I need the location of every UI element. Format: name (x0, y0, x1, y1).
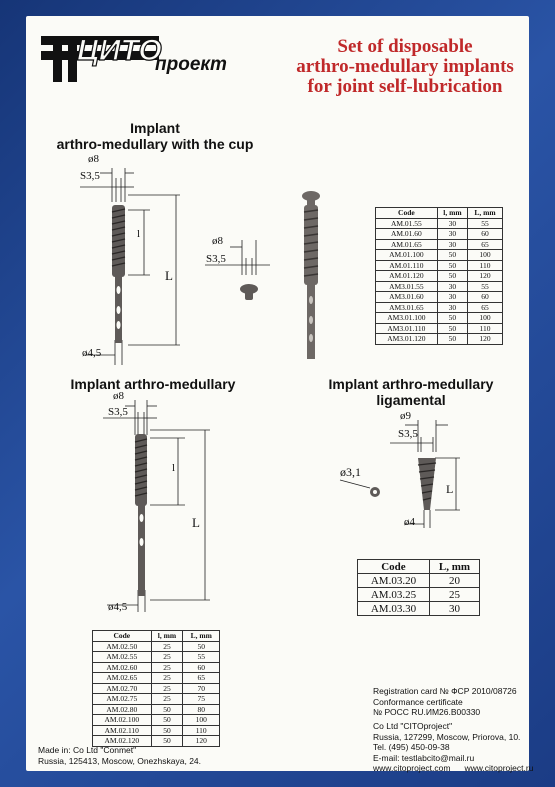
table-cell: 25 (429, 588, 479, 602)
reg-line2: Conformance certificate (373, 696, 463, 707)
made-in-line1: Made in: Co Ltd "Conmet" (38, 745, 137, 755)
table-cell: 30 (437, 229, 467, 240)
table-cell: 50 (437, 250, 467, 261)
implant-arthro-medullary-drawing (75, 390, 225, 615)
web-links (373, 763, 533, 774)
dim-cup-d8: ø8 (212, 235, 223, 247)
table-cell: AM3.01.100 (376, 313, 438, 324)
dim-d45-1: ø4,5 (82, 347, 102, 359)
table-cell: AM3.01.65 (376, 302, 438, 313)
dim-d4: ø4 (404, 516, 415, 528)
table-cell: AM3.01.110 (376, 323, 438, 334)
dim-s35-3: S3,5 (398, 428, 418, 440)
dim-d8-2: ø8 (113, 390, 124, 402)
table-row (376, 281, 503, 292)
table-cell: AM.01.100 (376, 250, 438, 261)
table-row (376, 323, 503, 334)
table3-header-row (358, 560, 480, 574)
table-row (93, 704, 220, 715)
table-cell: 25 (151, 641, 183, 652)
website-link-com[interactable]: www.citoproject.com (373, 763, 451, 773)
table1-header-2: L, mm (468, 208, 503, 219)
table-cell: 30 (437, 292, 467, 303)
table-cell: AM.03.30 (358, 602, 430, 616)
table-cell: 50 (183, 641, 220, 652)
table-cell: AM.02.55 (93, 652, 152, 663)
table-cell: 75 (183, 694, 220, 705)
section3-line1: Implant arthro-medullary (328, 376, 494, 392)
table-cell: 120 (468, 334, 503, 345)
table-cell: AM3.01.60 (376, 292, 438, 303)
dim-L-1: L (165, 268, 173, 283)
table1-header-0: Code (376, 208, 438, 219)
table-cell: 100 (183, 715, 220, 726)
table-cell: 30 (437, 239, 467, 250)
company-line3: Tel. (495) 450-09-38 (373, 742, 450, 752)
table-cell: AM.01.110 (376, 260, 438, 271)
title-line-3: for joint self-lubrication (307, 76, 503, 97)
table-cell: 110 (468, 323, 503, 334)
table-cell: AM.02.100 (93, 715, 152, 726)
table-cell: 25 (151, 673, 183, 684)
table-row (93, 673, 220, 684)
table-cell: 65 (468, 239, 503, 250)
table-cell: AM.02.65 (93, 673, 152, 684)
table-row (376, 218, 503, 229)
reg-line3: № РОСС RU.ИМ26.B00330 (373, 707, 481, 717)
section3-line2: ligamental (376, 392, 446, 408)
table-cell: 100 (468, 313, 503, 324)
table-cell: 30 (437, 218, 467, 229)
table-cell: 25 (151, 652, 183, 663)
website-link-ru[interactable]: www.citoproject.ru (464, 763, 534, 773)
table-cell: 60 (183, 662, 220, 673)
dim-L-3: L (446, 482, 454, 496)
table-row (376, 250, 503, 261)
table-cell: 120 (468, 271, 503, 282)
table-cell: 50 (437, 313, 467, 324)
table-implant-arthro-medullary (92, 630, 220, 747)
table-cell: AM.02.75 (93, 694, 152, 705)
table-cell: AM.02.70 (93, 683, 152, 694)
registration-block (373, 686, 517, 718)
table-cell: AM.02.50 (93, 641, 152, 652)
logo-part2: проект (155, 54, 227, 75)
table-row (376, 334, 503, 345)
reg-line1: Registration card № ФСР 2010/08726 (373, 686, 517, 696)
table2-header-row (93, 631, 220, 642)
table-row (93, 662, 220, 673)
table-cell: 50 (151, 704, 183, 715)
table-cell: AM.02.110 (93, 725, 152, 736)
table-row (93, 715, 220, 726)
dim-L-2: L (192, 515, 200, 530)
company-email: E-mail: testlabcito@mail.ru (373, 752, 475, 763)
table-row (376, 239, 503, 250)
table-row (93, 694, 220, 705)
table-cell: 30 (429, 602, 479, 616)
implant-with-cup-drawing (70, 150, 340, 375)
table-cell: 120 (183, 736, 220, 747)
dim-d45-2: ø4,5 (108, 601, 128, 613)
table-cell: 50 (437, 260, 467, 271)
table3-header-1: L, mm (429, 560, 479, 574)
table-cell: 50 (437, 323, 467, 334)
dim-cup-s35: S3,5 (206, 253, 226, 265)
table-cell: 30 (437, 302, 467, 313)
dim-l-2: l (172, 462, 176, 474)
table-cell: AM3.01.55 (376, 281, 438, 292)
table-row (93, 641, 220, 652)
section1-line1: Implant (130, 120, 180, 136)
section2-heading: Implant arthro-medullary (70, 376, 236, 392)
table3-header-0: Code (358, 560, 430, 574)
table2-header-1: l, mm (151, 631, 183, 642)
table-cell: 55 (183, 652, 220, 663)
table-cell: 20 (429, 574, 479, 588)
table-cell: 30 (437, 281, 467, 292)
section3-heading (322, 376, 500, 408)
dim-s35-2: S3,5 (108, 406, 128, 418)
table-cell: 25 (151, 662, 183, 673)
table1-header-1: l, mm (437, 208, 467, 219)
table-cell: AM.02.80 (93, 704, 152, 715)
table-row (358, 588, 480, 602)
table-cell: 110 (183, 725, 220, 736)
table-row (93, 652, 220, 663)
table2-header-0: Code (93, 631, 152, 642)
company-line1: Co Ltd "CITOproject" (373, 721, 453, 731)
manufacturer-block (38, 745, 201, 766)
table-cell: AM.01.55 (376, 218, 438, 229)
dim-d31: ø3,1 (340, 465, 361, 479)
table-cell: AM.03.20 (358, 574, 430, 588)
table-row (358, 574, 480, 588)
table-row (376, 271, 503, 282)
table-cell: 50 (437, 334, 467, 345)
table-row (376, 260, 503, 271)
table-implant-with-cup (375, 207, 503, 345)
table-cell: 50 (151, 725, 183, 736)
table-cell: AM.01.120 (376, 271, 438, 282)
table-cell: AM.02.60 (93, 662, 152, 673)
table-row (93, 683, 220, 694)
dim-d8-1: ø8 (88, 153, 99, 165)
made-in-line2: Russia, 125413, Moscow, Onezhskaya, 24. (38, 755, 202, 766)
table-row (93, 725, 220, 736)
page-title (280, 37, 530, 97)
table-cell: 80 (183, 704, 220, 715)
section1-line2: arthro-medullary with the cup (56, 136, 254, 152)
table-row (376, 313, 503, 324)
table-cell: 65 (468, 302, 503, 313)
dim-d9: ø9 (400, 410, 411, 422)
table-cell: 55 (468, 218, 503, 229)
table-cell: 55 (468, 281, 503, 292)
title-line-1: Set of disposable (337, 36, 473, 57)
table2-header-2: L, mm (183, 631, 220, 642)
table-cell: 25 (151, 694, 183, 705)
title-line-2: arthro-medullary implants (296, 56, 514, 77)
table-row (376, 229, 503, 240)
table-cell: 110 (468, 260, 503, 271)
table-cell: 25 (151, 683, 183, 694)
table-row (358, 602, 480, 616)
table-row (376, 292, 503, 303)
table-cell: 100 (468, 250, 503, 261)
company-block (373, 721, 533, 774)
table-cell: 65 (183, 673, 220, 684)
table1-header-row (376, 208, 503, 219)
table-cell: AM.02.120 (93, 736, 152, 747)
table-cell: 50 (151, 736, 183, 747)
table-cell: 60 (468, 229, 503, 240)
table-implant-ligamental (357, 559, 480, 616)
table-cell: AM.03.25 (358, 588, 430, 602)
table-cell: AM3.01.120 (376, 334, 438, 345)
table-cell: 50 (151, 715, 183, 726)
table-cell: AM.01.60 (376, 229, 438, 240)
dim-s35-1: S3,5 (80, 170, 100, 182)
table-row (376, 302, 503, 313)
table-cell: 60 (468, 292, 503, 303)
table-cell: 50 (437, 271, 467, 282)
section1-heading (55, 120, 255, 152)
dim-l-1: l (137, 228, 141, 240)
table-cell: 70 (183, 683, 220, 694)
cito-logo (33, 22, 278, 92)
logo-part1: ЦИТО (77, 34, 162, 67)
table-cell: AM.01.65 (376, 239, 438, 250)
company-line2: Russia, 127299, Moscow, Priorova, 10. (373, 731, 521, 742)
